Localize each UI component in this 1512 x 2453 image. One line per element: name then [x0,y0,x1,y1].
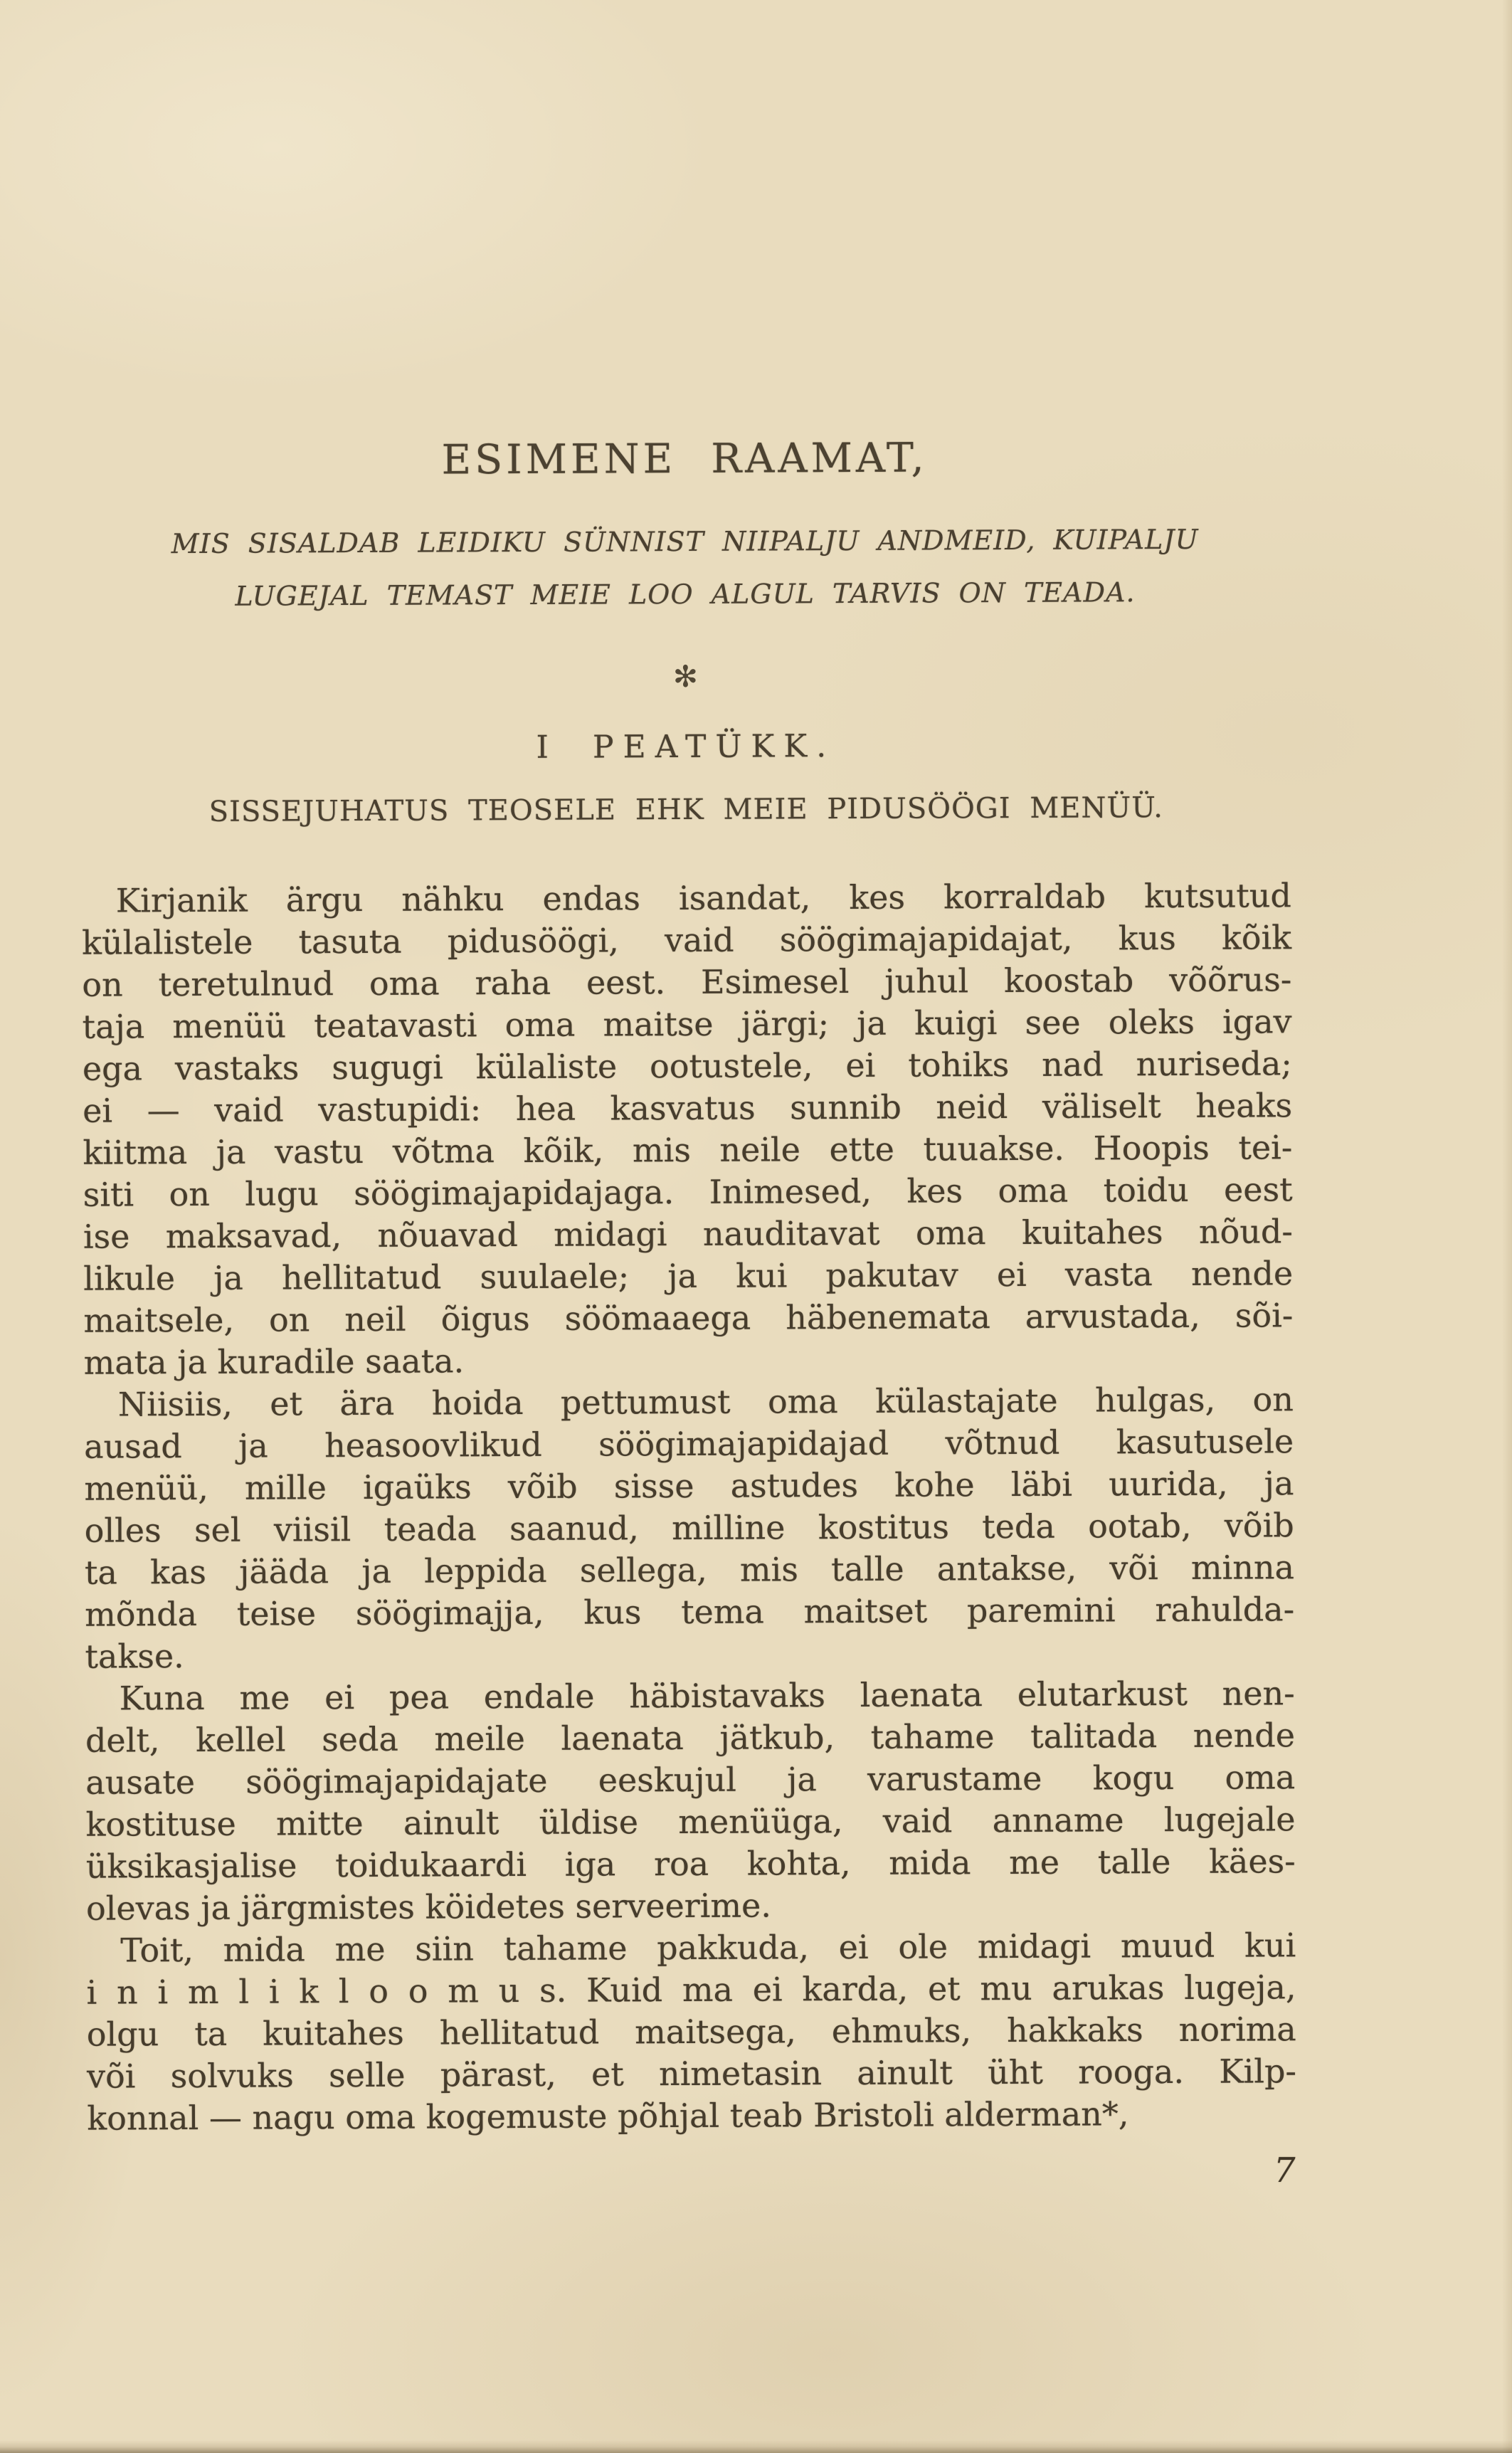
text-line: olles sel viisil teada saanud, milline kostitus teda ootab, võib [84,1506,1294,1550]
text-line: mata ja kuradile saata. [83,1341,465,1382]
paragraph [86,1924,1296,2139]
text-line: ta kas jääda ja leppida sellega, mis talle antakse, või minna [84,1548,1295,1592]
text-line: üksikasjalise toidukaardi iga roa kohta, mida me talle käes- [85,1842,1296,1886]
book-subtitle-line2: LUGEJAL TEMAST MEIE LOO ALGUL TARVIS ON TEADA. [235,576,1136,612]
book-subtitle-line1: MIS SISALDAB LEIDIKU SÜNNIST NIIPALJU ANDMEID, KUIPALJU [171,523,1199,560]
body-text [82,875,1297,2139]
text-line: ega vastaks sugugi külaliste ootustele, ei tohiks nad nuriseda; [82,1044,1292,1088]
text-line: likule ja hellitatud suulaele; ja kui pakutav ei vasta nende [83,1254,1294,1298]
text-line: olevas ja järgmistes köidetes serveerime. [85,1886,772,1928]
text-line: kiitma ja vastu võtma kõik, mis neile ette tuuakse. Hoopis tei- [83,1128,1293,1172]
text-line: ei — vaid vastupidi: hea kasvatus sunnib neid väliselt heaks [83,1086,1293,1130]
text-line: ausate söögimajapidajate eeskujul ja varustame kogu oma [85,1758,1296,1802]
page-number: 7 [1274,2151,1296,2190]
text-line: Kuna me ei pea endale häbistavaks laenata elutarkust nen- [119,1674,1295,1718]
book-title: ESIMENE RAAMAT, [441,434,928,484]
text-line: konnal — nagu oma kogemuste põhjal teab Bristoli alderman*, [87,2094,1129,2138]
text-line: takse. [85,1637,184,1676]
text-line: külalistele tasuta pidusöögi, vaid söögimajapidajat, kus kõik [81,918,1292,962]
asterisk-ornament-icon: ✻ [672,658,699,695]
text-line: Kirjanik ärgu nähku endas isandat, kes korraldab kutsutud [115,876,1291,920]
text-line: on teretulnud oma raha eest. Esimesel juhul koostab võõrus- [82,960,1292,1004]
chapter-subtitle: SISSEJUHATUS TEOSELE EHK MEIE PIDUSÖÖGI MENÜÜ. [208,791,1163,828]
text-line: siti on lugu söögimajapidajaga. Inimesed, kes oma toidu eest [83,1170,1293,1214]
text-line: ise maksavad, nõuavad midagi nauditavat oma kuitahes nõud- [83,1212,1294,1256]
text-line: delt, kellel seda meile laenata jätkub, tahame talitada nende [85,1716,1296,1760]
text-line: olgu ta kuitahes hellitatud maitsega, ehmuks, hakkaks norima [86,2010,1296,2054]
paragraph [85,1672,1296,1929]
paragraph [82,875,1294,1383]
chapter-heading: I PEATÜKK. [536,728,836,766]
page-content [80,433,1296,2139]
text-line: mõnda teise söögimajja, kus tema maitset paremini rahulda- [85,1590,1295,1634]
text-line: Niisiis, et ära hoida pettumust oma külastajate hulgas, on [117,1380,1294,1424]
text-line: maitsele, on neil õigus söömaaega häbenemata arvustada, sõi- [83,1296,1294,1340]
text-line: i n i m l i k l o o m u s. Kuid ma ei karda, et mu arukas lugeja, [86,1968,1296,2012]
paragraph [84,1378,1295,1677]
text-line: Toit, mida me siin tahame pakkuda, ei ole midagi muud kui [120,1926,1296,1970]
text-line: menüü, mille igaüks võib sisse astudes kohe läbi uurida, ja [84,1464,1294,1508]
text-line: või solvuks selle pärast, et nimetasin ainult üht rooga. Kilp- [86,2052,1297,2096]
text-line: taja menüü teatavasti oma maitse järgi; ja kuigi see oleks igav [82,1002,1292,1046]
book-subtitle [80,512,1290,623]
text-line: ausad ja heasoovlikud söögimajapidajad võtnud kasutusele [84,1422,1294,1466]
text-line: kostituse mitte ainult üldise menüüga, vaid anname lugejale [85,1800,1296,1844]
